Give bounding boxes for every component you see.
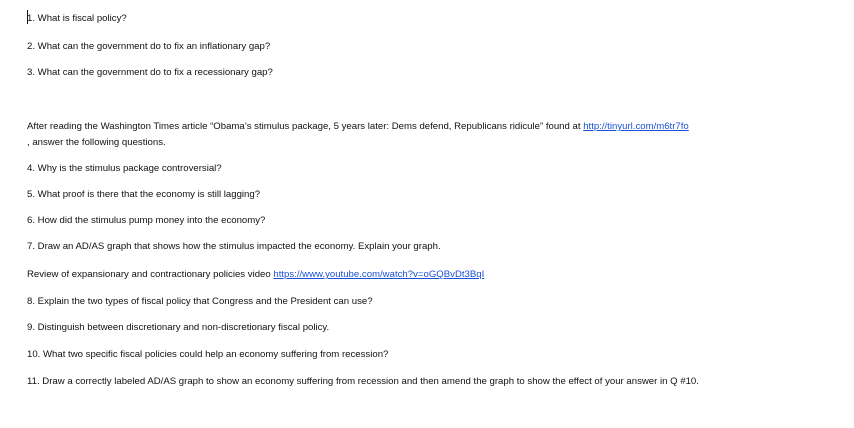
question-10: 10. What two specific fiscal policies could help an economy suffering from recession? [27, 349, 389, 360]
article-intro [27, 121, 689, 133]
article-link[interactable]: http://tinyurl.com/m6tr7fo [583, 121, 689, 132]
question-2: 2. What can the government do to fix an inflationary gap? [27, 41, 271, 52]
question-5: 5. What proof is there that the economy is still lagging? [27, 189, 261, 200]
article-intro-text: After reading the Washington Times article “Obama’s stimulus package, 5 years later: Dems defend, Republicans ridicule” found at [27, 121, 584, 132]
video-link[interactable]: https://www.youtube.com/watch?v=oGQBvDt3BqI [273, 269, 485, 280]
question-4: 4. Why is the stimulus package controversial? [27, 163, 222, 174]
video-review [27, 269, 484, 281]
question-7: 7. Draw an AD/AS graph that shows how the stimulus impacted the economy. Explain your graph. [27, 241, 441, 252]
question-3: 3. What can the government do to fix a recessionary gap? [27, 67, 273, 78]
video-review-text: Review of expansionary and contractionary policies video [27, 269, 274, 280]
question-6: 6. How did the stimulus pump money into the economy? [27, 215, 266, 226]
question-8: 8. Explain the two types of fiscal policy that Congress and the President can use? [27, 296, 373, 307]
question-11: 11. Draw a correctly labeled AD/AS graph to show an economy suffering from recession and then amend the graph to show the effect of your answer in Q #10. [27, 376, 699, 387]
article-intro-continuation: , answer the following questions. [27, 137, 166, 148]
question-1: 1. What is fiscal policy? [27, 13, 127, 24]
question-9: 9. Distinguish between discretionary and non-discretionary fiscal policy. [27, 322, 330, 333]
